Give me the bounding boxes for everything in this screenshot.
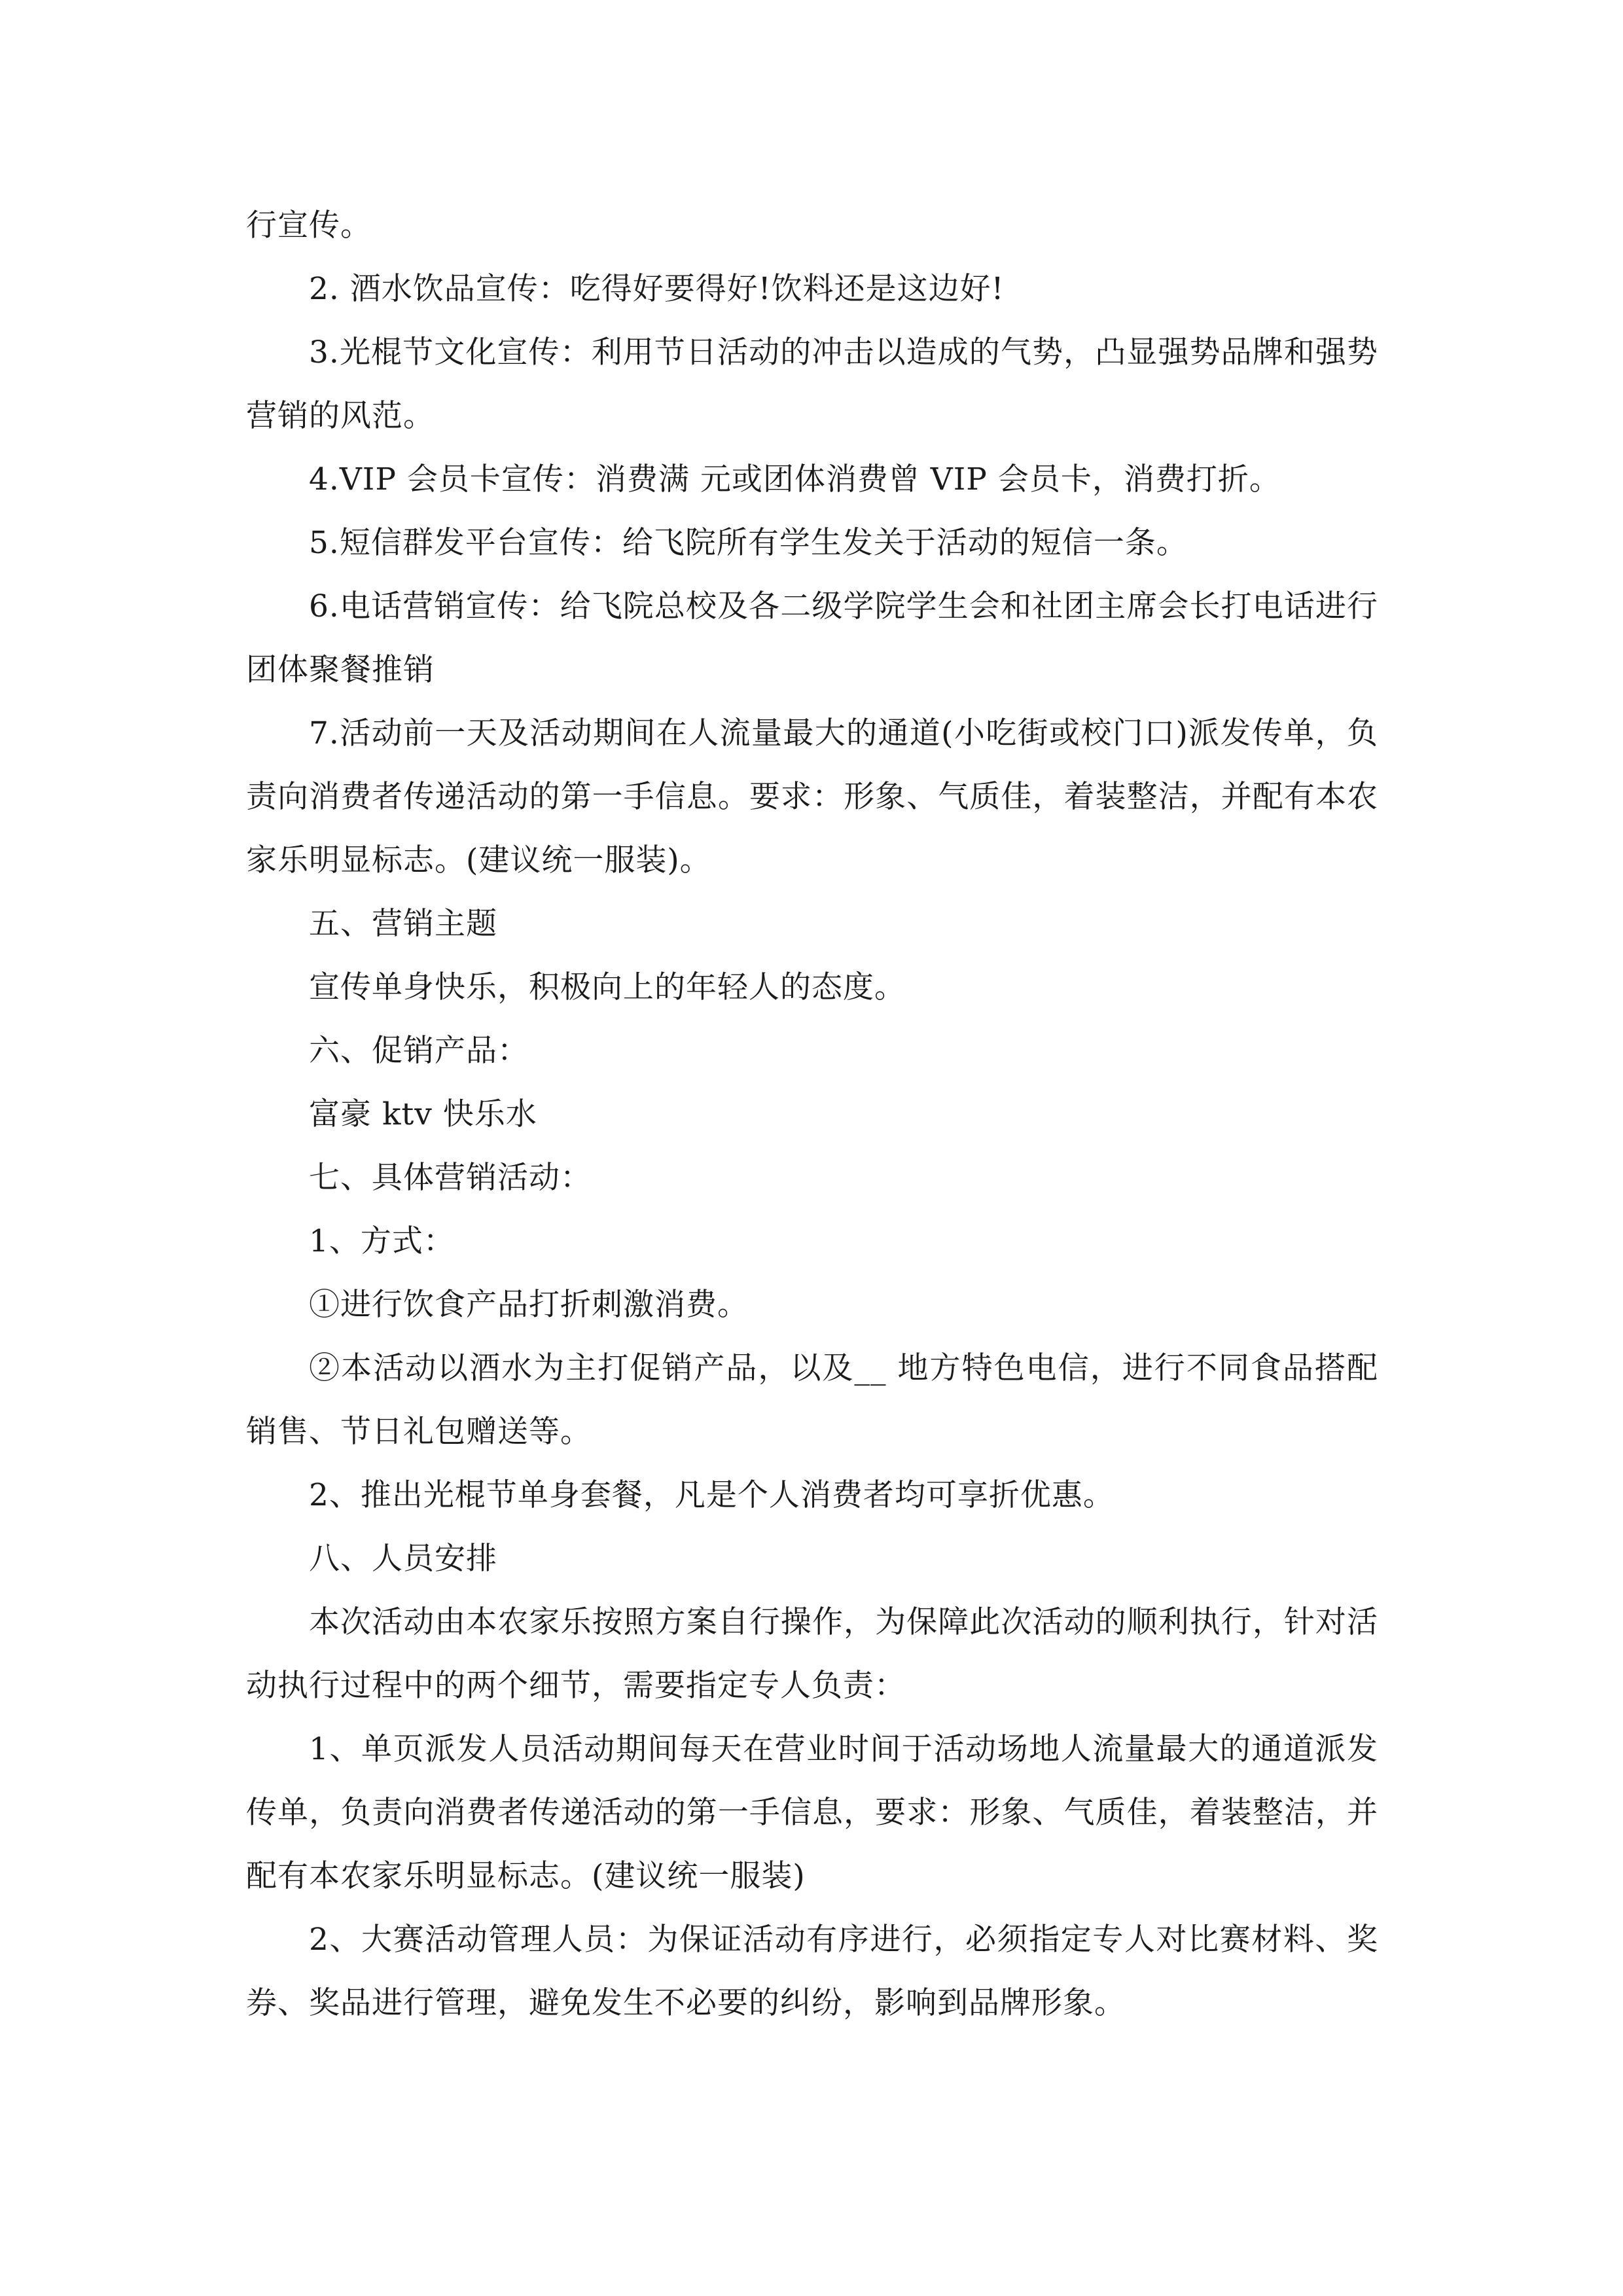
section-heading-activities: 七、具体营销活动： <box>309 1160 592 1196</box>
section-heading-staff: 八、人员安排 <box>309 1541 497 1577</box>
paragraph-continuation: 行宣传。 <box>246 207 372 243</box>
paragraph-vip-card: 4.VIP 会员卡宣传：消费满 元或团体消费曾 VIP 会员卡，消费打折。 <box>309 461 1281 497</box>
paragraph-drink-promo: 2. 酒水饮品宣传：吃得好要得好!饮料还是这边好! <box>309 271 1005 307</box>
paragraph-single-set: 2、推出光棍节单身套餐，凡是个人消费者均可享折优惠。 <box>309 1477 1115 1513</box>
subheading-method: 1、方式： <box>309 1223 455 1259</box>
paragraph-phone-promo: 6.电话营销宣传：给飞院总校及各二级学院学生会和社团主席会长打电话进行团体聚餐推销 <box>246 588 1378 688</box>
paragraph-theme: 宣传单身快乐，积极向上的年轻人的态度。 <box>309 969 906 1005</box>
paragraph-staff-flyer: 1、单页派发人员活动期间每天在营业时间于活动场地人流量最大的通道派发传单，负责向消费者传递活动的第一手信息，要求：形象、气质佳，着装整洁，并配有本农家乐明显标志。(建议统一服装) <box>246 1731 1378 1894</box>
paragraph-staff-intro: 本次活动由本农家乐按照方案自行操作，为保障此次活动的顺利执行，针对活动执行过程中的两个细节，需要指定专人负责： <box>246 1604 1378 1704</box>
section-heading-theme: 五、营销主题 <box>309 906 497 942</box>
document-body <box>246 194 1378 2035</box>
paragraph-sms-promo: 5.短信群发平台宣传：给飞院所有学生发关于活动的短信一条。 <box>309 525 1188 561</box>
paragraph-method-1: ①进行饮食产品打折刺激消费。 <box>309 1287 749 1323</box>
paragraph-culture-promo: 3.光棍节文化宣传：利用节日活动的冲击以造成的气势，凸显强势品牌和强势营销的风范。 <box>246 334 1378 434</box>
paragraph-staff-manager: 2、大赛活动管理人员：为保证活动有序进行，必须指定专人对比赛材料、奖券、奖品进行管理，避免发生不必要的纠纷，影响到品牌形象。 <box>246 1922 1378 2021</box>
section-heading-products: 六、促销产品： <box>309 1033 529 1069</box>
paragraph-method-2: ②本活动以酒水为主打促销产品，以及__ 地方特色电信，进行不同食品搭配销售、节日礼包赠送等。 <box>246 1350 1378 1450</box>
paragraph-flyer-promo: 7.活动前一天及活动期间在人流量最大的通道(小吃街或校门口)派发传单，负责向消费者传递活动的第一手信息。要求：形象、气质佳，着装整洁，并配有本农家乐明显标志。(建议统一服装)。 <box>246 715 1378 878</box>
paragraph-products: 富豪 ktv 快乐水 <box>309 1096 537 1132</box>
